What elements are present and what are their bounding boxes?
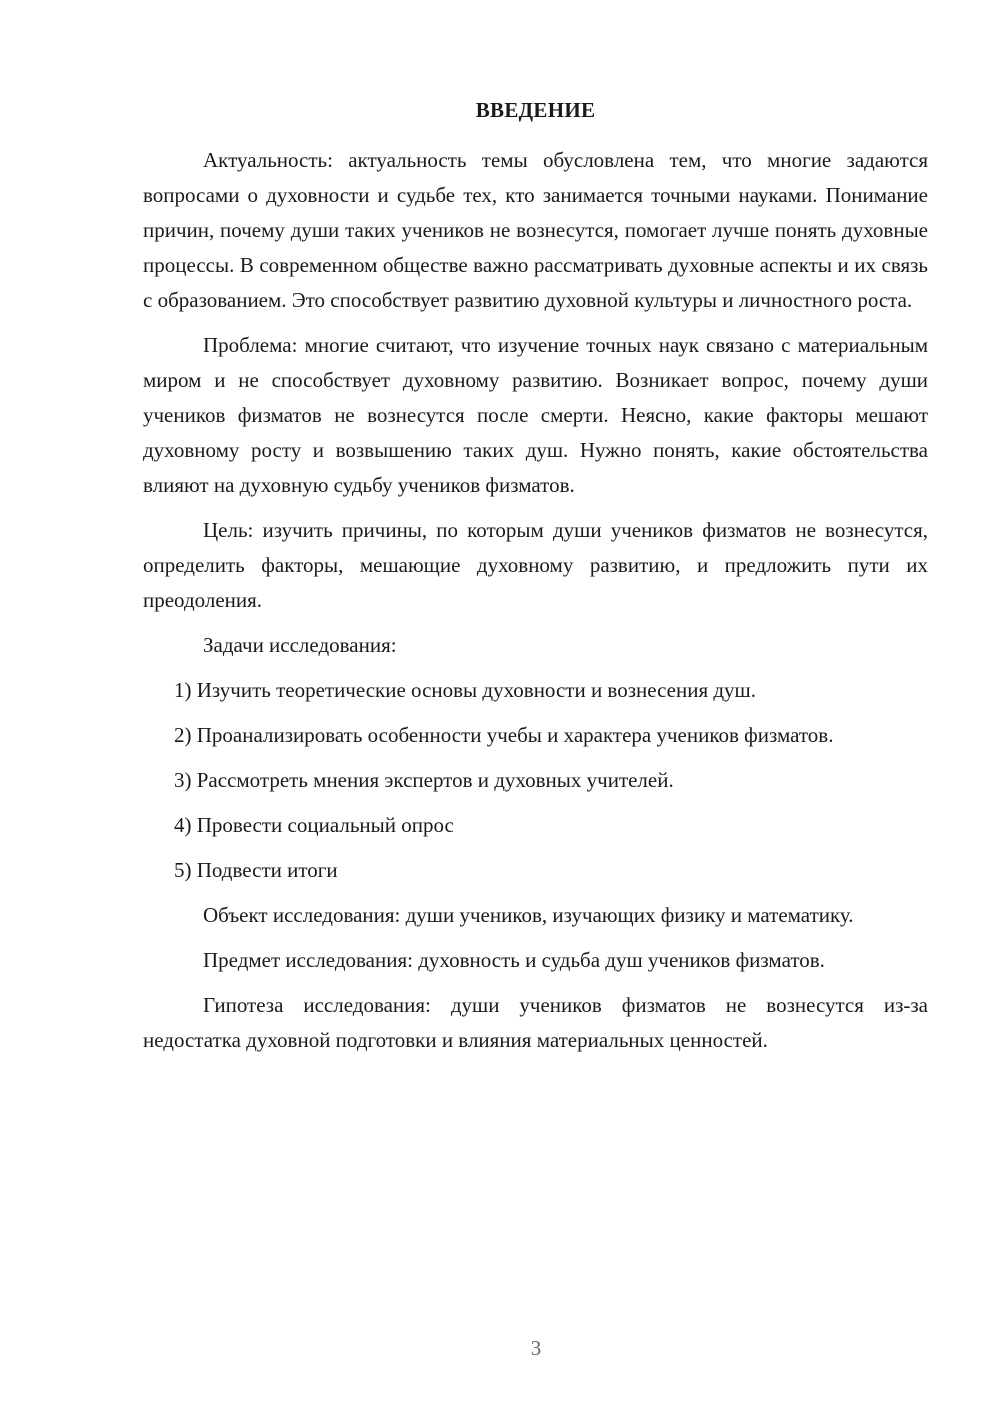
paragraph-subject: Предмет исследования: духовность и судьба душ учеников физматов. [203,948,825,972]
paragraph-relevance: Актуальность: актуальность темы обусловлена тем, что многие задаются вопросами о духовности и судьбе тех, кто занимается точными науками. Понимание причин, почему души таких учеников не вознесутся, помогает лучше понять духовные процессы. В современном обществе важно рассматривать духовные аспекты и их связь с образованием. Это способствует развитию духовной культуры и личностного роста. [143,148,928,312]
task-item-2: 2) Проанализировать особенности учебы и характера учеников физматов. [174,723,834,747]
paragraph-problem: Проблема: многие считают, что изучение точных наук связано с материальным миром и не способствует духовному развитию. Возникает вопрос, почему души учеников физматов не вознесутся после смерти. Неясно, какие факторы мешают духовному росту и возвышению таких душ. Нужно понять, какие обстоятельства влияют на духовную судьбу учеников физматов. [143,333,928,497]
task-item-3: 3) Рассмотреть мнения экспертов и духовных учителей. [174,768,674,792]
paragraph-hypothesis: Гипотеза исследования: души учеников физматов не вознесутся из-за недостатка духовной подготовки и влияния материальных ценностей. [143,993,928,1052]
task-item-1: 1) Изучить теоретические основы духовности и вознесения душ. [174,678,756,702]
page-number: 3 [530,1336,542,1360]
task-item-5: 5) Подвести итоги [174,858,338,882]
paragraph-goal: Цель: изучить причины, по которым души учеников физматов не вознесутся, определить факторы, мешающие духовному развитию, и предложить пути их преодоления. [143,518,928,612]
paragraph-object: Объект исследования: души учеников, изучающих физику и математику. [203,903,854,927]
section-title: ВВЕДЕНИЕ [475,98,596,122]
page-body [143,96,928,1068]
task-item-4: 4) Провести социальный опрос [174,813,454,837]
paragraph-tasks-heading: Задачи исследования: [203,633,397,657]
